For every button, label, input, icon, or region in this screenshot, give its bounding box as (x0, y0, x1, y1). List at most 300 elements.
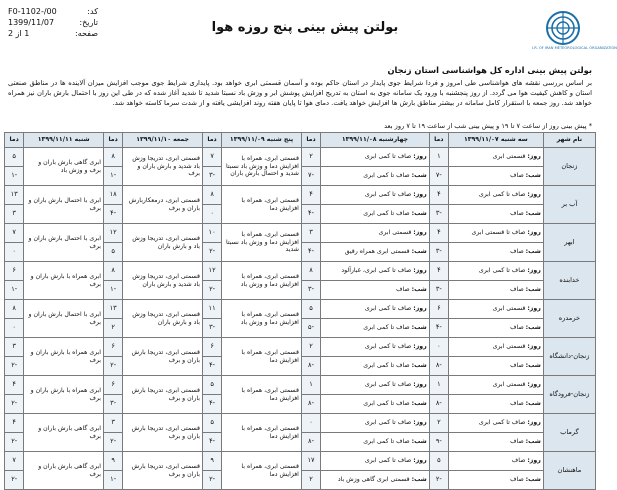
synopsis-paragraph: بر اساس بررسی نقشه های هواشناسی طی امروز و فردا شرایط جوی پایدار در استان حاکم بوده و آسمان قسمتی ابری خواهد بود. پایداری شرایط جوی موجب افزایش میزان آلاینده ها در مناطق صنعتی استان و کاهش کیفیت هوا می گردد. از روز پنجشنبه با ورود یک سامانه جوی به استان به تدریج افزایش پوشش ابر و وزش باد نسبتا شدید تا شدید آغاز شده که در طی این روز با احتمال بارش باران نیز همراه خواهد شد. روز جمعه با استقرار کامل سامانه در بیشتر مناطق بارش ها افزایش خواهد یافت. دمای هوا تا پایان هفته روند افزایشی یافته و از شدت سرما کاسته خواهد شد. (8, 79, 592, 107)
table-row (5, 262, 596, 281)
day-5-min-temp (5, 167, 24, 186)
forecast-text: قسمتی ابری، همراه با افزایش دما (241, 387, 299, 402)
night-forecast: صاف (510, 324, 524, 332)
night-label: شب: (411, 400, 427, 408)
night-label: شب: (525, 362, 541, 370)
temp-value: -۸ (308, 399, 314, 408)
day-1-day-cell (448, 452, 543, 471)
temp-value: ۹ (210, 456, 214, 465)
day-label: روز: (413, 381, 427, 389)
header-temp: دما (429, 133, 448, 148)
temp-value: -۵ (308, 323, 314, 332)
day-3-min-temp (202, 205, 221, 224)
day-2-night-cell (321, 167, 430, 186)
day-forecast: صاف تا کمی ابری، غبارآلود (341, 267, 412, 275)
temp-value: -۲ (209, 475, 216, 484)
day-3-min-temp (202, 471, 221, 490)
night-forecast: صاف تا کمی ابری (363, 172, 410, 180)
day-2-max-temp (301, 452, 320, 471)
day-5-cell (24, 452, 104, 490)
day-4-max-temp (104, 148, 123, 167)
night-forecast: صاف (510, 362, 524, 370)
day-2-min-temp (301, 205, 320, 224)
day-forecast: صاف تا کمی ابری (364, 191, 412, 199)
day-label: روز: (413, 191, 427, 199)
temp-value: ۱ (437, 380, 441, 389)
temp-value: ۵ (309, 304, 313, 313)
day-5-min-temp (5, 205, 24, 224)
day-1-min-temp (429, 319, 448, 338)
day-1-min-temp (429, 281, 448, 300)
day-2-max-temp (301, 148, 320, 167)
day-2-day-cell (321, 224, 430, 243)
night-label: شب: (525, 210, 541, 218)
day-label: روز: (413, 229, 427, 237)
day-1-max-temp (429, 186, 448, 205)
temp-value: -۳ (110, 399, 117, 408)
day-3-max-temp (202, 148, 221, 167)
day-2-night-cell (321, 281, 430, 300)
temp-value: -۷ (308, 171, 314, 180)
forecast-table (4, 132, 596, 490)
day-1-min-temp (429, 243, 448, 262)
day-label: روز: (413, 343, 427, 351)
temp-value: ۰ (309, 418, 313, 427)
day-3-min-temp (202, 433, 221, 452)
day-forecast: قسمتی ابری (492, 305, 526, 313)
day-5-cell (24, 262, 104, 300)
night-label: شب: (411, 362, 427, 370)
day-1-max-temp (429, 414, 448, 433)
day-5-max-temp (5, 262, 24, 281)
city-label: ابهر (564, 237, 575, 246)
day-forecast: صاف تا قسمتی ابری (471, 229, 526, 237)
day-3-max-temp (202, 224, 221, 243)
table-row (5, 376, 596, 395)
meteorological-organization-logo (532, 10, 617, 58)
header-city: نام شهر (543, 133, 595, 148)
temp-value: ۳ (12, 209, 16, 218)
temp-value: ۷ (210, 152, 214, 161)
day-2-max-temp (301, 224, 320, 243)
day-4-max-temp (104, 224, 123, 243)
day-1-min-temp (429, 395, 448, 414)
day-forecast: صاف تا کمی ابری (364, 343, 412, 351)
page-label: صفحه: (75, 29, 98, 38)
document-meta (8, 6, 98, 39)
day-3-cell (222, 452, 302, 490)
day-4-max-temp (104, 338, 123, 357)
day-4-min-temp (104, 319, 123, 338)
day-1-day-cell (448, 338, 543, 357)
temp-value: ۵ (437, 456, 441, 465)
header (6, 4, 617, 62)
day-label: روز: (413, 419, 427, 427)
day-forecast: قسمتی ابری (492, 153, 526, 161)
forecast-text: ابری با احتمال بارش باران و برف (28, 311, 102, 326)
day-3-min-temp (202, 395, 221, 414)
day-4-max-temp (104, 414, 123, 433)
forecast-text: ابری گاهی بارش باران و برف (38, 463, 102, 478)
temp-value: ۱ (309, 380, 313, 389)
night-label: شب: (411, 248, 427, 256)
temp-value: -۸ (435, 361, 442, 370)
temp-value: ۳ (12, 342, 16, 351)
temp-value: ۶ (12, 266, 16, 275)
temp-value: ۴ (437, 190, 441, 199)
city-name (543, 186, 595, 224)
night-label: شب: (525, 400, 541, 408)
day-4-min-temp (104, 357, 123, 376)
temp-value: -۲ (11, 437, 18, 446)
forecast-text: قسمتی ابری، تدریجا بارش باران و برف (131, 425, 200, 440)
day-label: روز: (413, 267, 427, 275)
day-label: روز: (413, 457, 427, 465)
night-forecast: صاف (510, 400, 524, 408)
day-1-day-cell (448, 300, 543, 319)
city-label: خرمدره (558, 313, 581, 322)
forecast-text: قسمتی ابری، همراه با افزایش دما (241, 349, 299, 364)
day-5-min-temp (5, 395, 24, 414)
code-label: کد: (87, 7, 98, 16)
forecast-text: قسمتی ابری، تدریجا بارش باران و برف (131, 387, 200, 402)
table-row (5, 186, 596, 205)
day-3-cell (222, 148, 302, 186)
day-2-min-temp (301, 433, 320, 452)
day-4-max-temp (104, 376, 123, 395)
night-label: شب: (411, 324, 427, 332)
temp-value: ۶ (437, 304, 441, 313)
day-label: روز: (527, 419, 541, 427)
day-2-min-temp (301, 167, 320, 186)
day-label: روز: (527, 381, 541, 389)
day-label: روز: (527, 153, 541, 161)
temp-value: ۱۱ (208, 304, 216, 313)
day-forecast: صاف تا کمی ابری (364, 153, 412, 161)
forecast-text: قسمتی ابری، درمعکاربارش باران و برف (128, 197, 200, 212)
forecast-text: قسمتی ابری، همراه با افزایش دما و وزش باد (240, 311, 299, 326)
temp-value: ۷ (12, 456, 16, 465)
temp-value: ۸ (12, 304, 16, 313)
temp-value: -۲ (209, 285, 216, 294)
day-5-max-temp (5, 300, 24, 319)
temp-value: ۱۳ (109, 304, 117, 313)
day-4-min-temp (104, 205, 123, 224)
forecast-text: قسمتی ابری، همراه با افزایش دما (241, 463, 299, 478)
city-label: آب بر (561, 199, 578, 208)
temp-value: -۹ (435, 437, 442, 446)
day-3-min-temp (202, 243, 221, 262)
temp-value: ۴ (437, 266, 441, 275)
temp-value: -۴ (110, 209, 117, 218)
temp-value: -۲ (209, 247, 216, 256)
temp-value: -۸ (435, 399, 442, 408)
temp-value: -۴ (209, 361, 216, 370)
header-day-1: سه شنبه ۱۳۹۹/۱۱/۰۷ (448, 133, 543, 148)
day-forecast: قسمتی ابری (378, 229, 412, 237)
temp-value: ۳ (111, 418, 115, 427)
table-row (5, 414, 596, 433)
temp-value: ۷ (12, 228, 16, 237)
temp-value: ۸ (210, 190, 214, 199)
header-day-2: چهارشنبه ۱۳۹۹/۱۱/۰۸ (321, 133, 430, 148)
day-1-max-temp (429, 452, 448, 471)
day-1-min-temp (429, 433, 448, 452)
page-value: 1 از 2 (8, 29, 30, 38)
temp-value: -۳ (435, 209, 442, 218)
forecast-text: ابری با احتمال بارش باران و برف (28, 197, 102, 212)
day-4-min-temp (104, 471, 123, 490)
temp-value: -۲ (110, 361, 117, 370)
day-5-min-temp (5, 433, 24, 452)
forecast-text: قسمتی ابری، تدریجا وزش باد شدید و بارش باران (132, 273, 200, 288)
day-2-day-cell (321, 186, 430, 205)
table-row (5, 452, 596, 471)
city-name (543, 148, 595, 186)
temp-value: -۱ (11, 285, 18, 294)
header-temp: دما (5, 133, 24, 148)
day-2-night-cell (321, 395, 430, 414)
temp-value: -۳ (209, 323, 216, 332)
logo-caption: I.R. OF IRAN METEOROLOGICAL ORGANIZATION (532, 46, 617, 50)
temp-value: ۱ (437, 152, 441, 161)
temp-value: -۲ (435, 475, 442, 484)
city-label: گرماب (560, 427, 579, 436)
temp-value: ۵ (12, 152, 16, 161)
day-4-cell (123, 452, 203, 490)
day-2-day-cell (321, 452, 430, 471)
day-5-min-temp (5, 471, 24, 490)
page-title: بولتن پیش بینی پنج روزه هوا (211, 20, 399, 35)
day-forecast: صاف تا کمی ابری (478, 267, 526, 275)
day-4-cell (123, 376, 203, 414)
day-3-max-temp (202, 300, 221, 319)
temp-value: -۳ (435, 247, 442, 256)
header-day-4: جمعه ۱۳۹۹/۱۱/۱۰ (123, 133, 203, 148)
day-forecast: صاف (511, 457, 526, 465)
day-4-min-temp (104, 167, 123, 186)
temp-value: -۸ (308, 437, 314, 446)
temp-value: -۱ (110, 285, 117, 294)
forecast-text: قسمتی ابری، تدریجا بارش باران و برف (131, 463, 200, 478)
day-4-min-temp (104, 243, 123, 262)
table-row (5, 300, 596, 319)
night-forecast: صاف تا کمی ابری (363, 324, 410, 332)
day-1-day-cell (448, 376, 543, 395)
bulletin-subtitle: بولتن پیش بینی اداره کل هواشناسی استان زنجان (387, 65, 592, 75)
header-temp: دما (202, 133, 221, 148)
header-temp: دما (104, 133, 123, 148)
temp-value: ۶ (210, 342, 214, 351)
day-3-max-temp (202, 262, 221, 281)
globe-icon (543, 10, 583, 46)
header-day-5: شنبه ۱۳۹۹/۱۱/۱۱ (24, 133, 104, 148)
forecast-text: قسمتی ابری، همراه با افزایش دما و وزش باد (240, 273, 299, 288)
city-name (543, 224, 595, 262)
day-2-night-cell (321, 471, 430, 490)
temp-value: ۰ (437, 342, 441, 351)
day-3-cell (222, 186, 302, 224)
city-name (543, 452, 595, 490)
code-value: F0-1102-/00 (8, 7, 57, 16)
day-5-cell (24, 376, 104, 414)
day-forecast: صاف تا کمی ابری (478, 191, 526, 199)
day-1-day-cell (448, 224, 543, 243)
day-2-min-temp (301, 471, 320, 490)
day-2-max-temp (301, 262, 320, 281)
forecast-text: ابری گاهی بارش باران و برف (38, 425, 102, 440)
day-forecast: قسمتی ابری (492, 381, 526, 389)
day-1-night-cell (448, 395, 543, 414)
day-2-max-temp (301, 376, 320, 395)
night-forecast: صاف تا کمی ابری (363, 438, 410, 446)
day-2-day-cell (321, 148, 430, 167)
temp-value: ۵ (111, 247, 115, 256)
forecast-text: قسمتی ابری، تدریجا وزش باد و بارش باران (132, 311, 200, 326)
day-3-max-temp (202, 186, 221, 205)
day-1-min-temp (429, 357, 448, 376)
night-label: شب: (525, 248, 541, 256)
day-5-cell (24, 148, 104, 186)
night-forecast: صاف (510, 248, 524, 256)
day-3-cell (222, 300, 302, 338)
day-1-night-cell (448, 167, 543, 186)
city-label: زنجان-فرودگاه (549, 389, 590, 398)
day-1-day-cell (448, 414, 543, 433)
day-5-max-temp (5, 376, 24, 395)
temp-value: ۸ (111, 152, 115, 161)
day-1-day-cell (448, 186, 543, 205)
temp-value: ۴ (12, 380, 16, 389)
day-5-max-temp (5, 224, 24, 243)
day-1-max-temp (429, 300, 448, 319)
day-3-cell (222, 224, 302, 262)
day-1-min-temp (429, 205, 448, 224)
day-4-min-temp (104, 281, 123, 300)
day-4-cell (123, 338, 203, 376)
day-5-min-temp (5, 357, 24, 376)
forecast-text: قسمتی ابری، همراه با افزایش دما و وزش باد نسبتا شدید و احتمال بارش باران (225, 155, 299, 178)
city-name (543, 300, 595, 338)
day-1-night-cell (448, 243, 543, 262)
night-forecast: صاف (396, 286, 410, 294)
day-label: روز: (527, 267, 541, 275)
day-4-min-temp (104, 433, 123, 452)
day-1-max-temp (429, 224, 448, 243)
date-label: تاریخ: (79, 18, 98, 27)
day-5-cell (24, 300, 104, 338)
temp-value: ۱۷ (307, 456, 315, 465)
day-5-cell (24, 414, 104, 452)
day-forecast: صاف تا کمی ابری (364, 381, 412, 389)
night-label: شب: (411, 438, 427, 446)
day-1-day-cell (448, 262, 543, 281)
temp-value: ۰ (12, 323, 16, 332)
day-1-night-cell (448, 205, 543, 224)
day-1-night-cell (448, 357, 543, 376)
night-forecast: صاف (510, 172, 524, 180)
temp-value: ۵ (210, 380, 214, 389)
temp-value: ۲ (309, 152, 313, 161)
day-5-cell (24, 338, 104, 376)
night-forecast: قسمتی ابری گاهی وزش باد (337, 476, 410, 484)
temp-value: -۱ (110, 475, 117, 484)
table-row (5, 148, 596, 167)
temp-value: -۱ (110, 171, 117, 180)
city-label: ماهنشان (557, 465, 582, 474)
day-2-min-temp (301, 395, 320, 414)
day-1-max-temp (429, 148, 448, 167)
night-label: شب: (525, 324, 541, 332)
night-forecast: صاف (510, 476, 524, 484)
day-2-min-temp (301, 319, 320, 338)
city-name (543, 376, 595, 414)
temp-value: -۲ (11, 475, 18, 484)
day-label: روز: (413, 153, 427, 161)
forecast-text: ابری همراه با بارش باران و برف (30, 273, 102, 288)
day-1-min-temp (429, 167, 448, 186)
day-3-cell (222, 262, 302, 300)
city-label: خدابنده (559, 275, 580, 284)
temp-value: ۴ (437, 228, 441, 237)
day-2-day-cell (321, 414, 430, 433)
day-4-max-temp (104, 452, 123, 471)
header-day-3: پنج شنبه ۱۳۹۹/۱۱/۰۹ (222, 133, 302, 148)
day-2-max-temp (301, 414, 320, 433)
temp-value: -۸ (308, 361, 314, 370)
day-1-night-cell (448, 319, 543, 338)
temp-value: -۴ (308, 247, 314, 256)
temp-value: ۸ (111, 266, 115, 275)
day-forecast: قسمتی ابری (492, 343, 526, 351)
day-1-night-cell (448, 433, 543, 452)
day-5-max-temp (5, 186, 24, 205)
night-label: شب: (525, 476, 541, 484)
temp-value: ۶ (111, 380, 115, 389)
city-name (543, 262, 595, 300)
day-5-min-temp (5, 243, 24, 262)
day-5-min-temp (5, 281, 24, 300)
day-label: روز: (527, 343, 541, 351)
temp-value: ۰ (12, 247, 16, 256)
temp-value: ۴ (309, 190, 313, 199)
night-label: شب: (525, 438, 541, 446)
day-2-max-temp (301, 186, 320, 205)
day-3-cell (222, 376, 302, 414)
temp-value: -۳ (308, 285, 314, 294)
header-temp: دما (301, 133, 320, 148)
temp-value: -۴ (209, 399, 216, 408)
table-row (5, 224, 596, 243)
day-4-cell (123, 224, 203, 262)
temp-value: ۹ (111, 456, 115, 465)
day-1-night-cell (448, 471, 543, 490)
day-1-max-temp (429, 262, 448, 281)
temp-value: ۰ (210, 209, 214, 218)
temp-value: -۳ (209, 171, 216, 180)
day-label: روز: (527, 457, 541, 465)
day-5-min-temp (5, 319, 24, 338)
night-label: شب: (411, 476, 427, 484)
temp-value: -۲ (110, 437, 117, 446)
day-5-max-temp (5, 148, 24, 167)
temp-value: ۵ (210, 418, 214, 427)
date-value: 1399/11/07 (8, 18, 55, 27)
night-forecast: قسمتی ابری همراه رقیق (344, 248, 410, 256)
temp-value: -۱ (11, 171, 18, 180)
day-2-night-cell (321, 433, 430, 452)
forecast-text: قسمتی ابری، تدریجا وزش باد شدید و بارش باران و برف (132, 155, 200, 178)
